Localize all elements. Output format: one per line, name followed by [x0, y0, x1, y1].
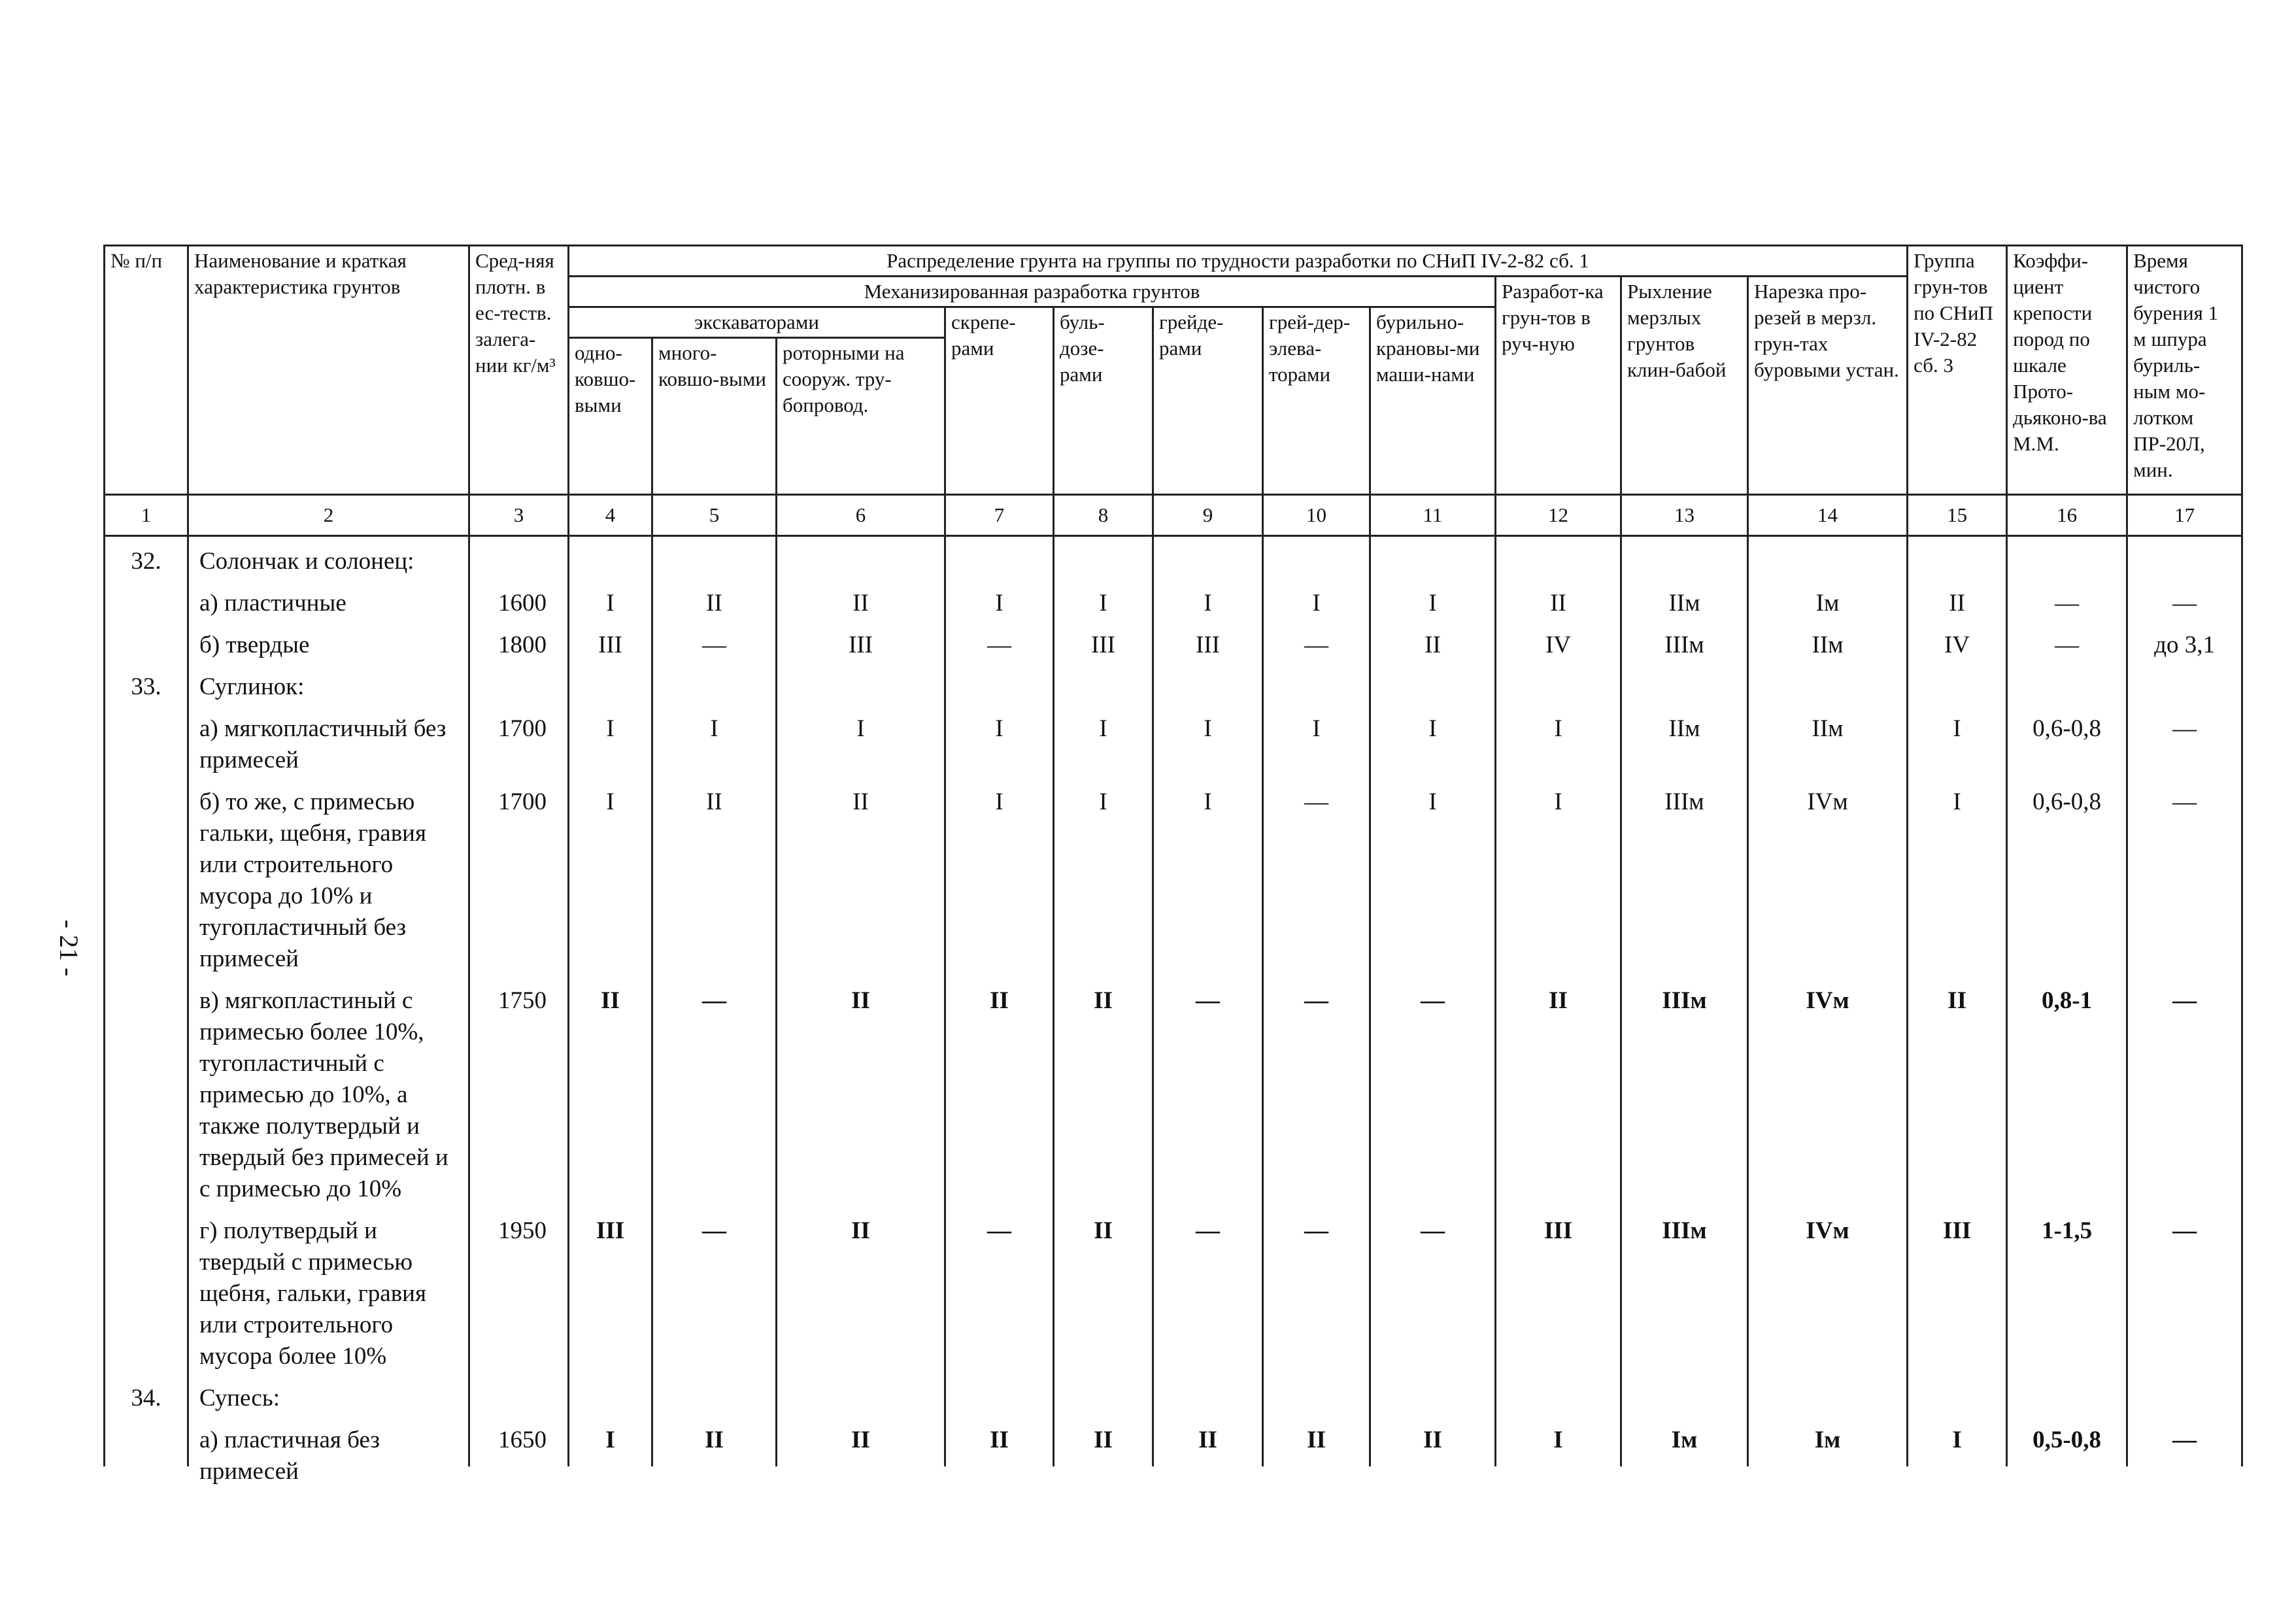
column-number: 6 [777, 495, 945, 536]
cell-value: III [1153, 623, 1263, 665]
header-graders: грейде-рами [1153, 307, 1263, 495]
cell-value: IIIм [1621, 780, 1748, 979]
cell-value: — [2127, 780, 2242, 979]
cell-value: Iм [1748, 581, 1908, 623]
cell-value [2007, 665, 2127, 707]
cell-value [1054, 1376, 1153, 1418]
cell-value: — [1370, 979, 1496, 1209]
cell-value: I [1370, 780, 1496, 979]
soil-name: а) мягкопластичный без примесей [188, 707, 469, 780]
column-number: 7 [945, 495, 1054, 536]
cell-value: III [1054, 623, 1153, 665]
cell-value: — [2007, 581, 2127, 623]
cell-value [1263, 665, 1370, 707]
cell-value: — [1263, 1209, 1370, 1376]
cell-value: II [777, 581, 945, 623]
row-number [105, 581, 188, 623]
table-row [105, 707, 2242, 780]
table-body [105, 536, 2242, 1485]
column-number: 12 [1496, 495, 1621, 536]
header-multi-bucket: много-ковшо-выми [652, 338, 777, 495]
density-value: 1800 [469, 623, 569, 665]
cell-value [1496, 1376, 1621, 1418]
row-number [105, 1418, 188, 1466]
density-value: 1700 [469, 707, 569, 780]
cell-value: III [569, 1209, 652, 1376]
cell-value [945, 536, 1054, 582]
cell-value [1054, 665, 1153, 707]
cell-value: — [945, 1209, 1054, 1376]
cell-value [1153, 665, 1263, 707]
cell-value: II [777, 1209, 945, 1376]
cell-value [1370, 1376, 1496, 1418]
cell-value: — [1153, 1209, 1263, 1376]
table-row [105, 665, 2242, 707]
cell-value: I [1908, 780, 2007, 979]
cell-value: I [1496, 780, 1621, 979]
cell-value: II [1370, 623, 1496, 665]
cell-value [2127, 665, 2242, 707]
cell-value: I [1263, 707, 1370, 780]
cell-value [1621, 1376, 1748, 1418]
cell-value: II [777, 1418, 945, 1466]
cell-value: II [777, 780, 945, 979]
cell-value [1621, 665, 1748, 707]
header-frozen-cutting: Нарезка про-резей в мерзл. грун-тах буровыми устан. [1748, 277, 1908, 495]
cell-value [1748, 1376, 1908, 1418]
cell-value [1263, 536, 1370, 582]
density-value [469, 536, 569, 582]
density-value: 1950 [469, 1209, 569, 1376]
cell-value: I [1908, 1418, 2007, 1466]
header-single-bucket: одно-ковшо-выми [569, 338, 652, 495]
cell-value: I [1908, 707, 2007, 780]
table-row [105, 979, 2242, 1209]
header-mechanized: Механизированная разработка грунтов [569, 277, 1496, 307]
cell-value: 0,5-0,8 [2007, 1418, 2127, 1466]
cell-value: II [1908, 979, 2007, 1209]
soil-name [188, 1418, 469, 1485]
cell-value: — [1370, 1209, 1496, 1376]
cell-value: II [945, 1418, 1054, 1466]
column-number-row [105, 495, 2242, 536]
cell-value: II [652, 780, 777, 979]
cell-value: — [1263, 623, 1370, 665]
header-name: Наименование и краткая характеристика грунтов [188, 246, 469, 495]
header-scrapers: скрепе-рами [945, 307, 1054, 495]
header-manual: Разработ-ка грун-тов в руч-ную [1496, 277, 1621, 495]
column-number: 13 [1621, 495, 1748, 536]
cell-value: IIм [1748, 623, 1908, 665]
cell-value [1621, 536, 1748, 582]
cell-value: 0,8-1 [2007, 979, 2127, 1209]
cell-value: IIм [1748, 707, 1908, 780]
cell-value: I [569, 707, 652, 780]
cell-value [569, 1376, 652, 1418]
table-row [105, 1209, 2242, 1376]
soil-name: Суглинок: [188, 665, 469, 707]
cell-value: II [1908, 581, 2007, 623]
cell-value [569, 536, 652, 582]
column-number: 9 [1153, 495, 1263, 536]
cell-value: Iм [1748, 1418, 1908, 1466]
cell-value [1908, 665, 2007, 707]
cell-value: III [569, 623, 652, 665]
header-drill-time: Время чистого бурения 1 м шпура буриль-ным мо-лотком ПР-20Л, мин. [2127, 246, 2242, 495]
header-no: № п/п [105, 246, 188, 495]
column-number: 8 [1054, 495, 1153, 536]
cell-value [945, 665, 1054, 707]
row-number: 34. [105, 1376, 188, 1418]
header-density: Сред-няя плотн. в ес-теств. залега-нии кг/м³ [469, 246, 569, 495]
cell-value: IVм [1748, 1209, 1908, 1376]
cell-value: — [652, 623, 777, 665]
cell-value [1370, 665, 1496, 707]
cell-value: II [1153, 1418, 1263, 1466]
row-number: 32. [105, 536, 188, 582]
density-value [469, 665, 569, 707]
cell-value: I [945, 707, 1054, 780]
cell-value: IVм [1748, 979, 1908, 1209]
density-value: 1700 [469, 780, 569, 979]
header-snip-group: Группа грун-тов по СНиП IV-2-82 сб. 3 [1908, 246, 2007, 495]
column-number: 3 [469, 495, 569, 536]
header-excavators: экскаваторами [569, 307, 945, 338]
cell-value: I [945, 780, 1054, 979]
cell-value: — [2127, 581, 2242, 623]
cell-value: II [1263, 1418, 1370, 1466]
density-value: 1600 [469, 581, 569, 623]
density-value: 1650 [469, 1418, 569, 1466]
cell-value: II [652, 1418, 777, 1466]
cell-value: Iм [1621, 1418, 1748, 1466]
cell-value: II [569, 979, 652, 1209]
soil-name: Солончак и солонец: [188, 536, 469, 582]
cell-value: I [1153, 780, 1263, 979]
cell-value: IV [1908, 623, 2007, 665]
cell-value: II [1054, 1418, 1153, 1466]
column-number: 2 [188, 495, 469, 536]
cell-value [652, 1376, 777, 1418]
cell-value: — [2127, 707, 2242, 780]
cell-value: — [1263, 780, 1370, 979]
soil-name-text: а) пластичная без примесей [199, 1427, 380, 1485]
cell-value: II [652, 581, 777, 623]
cell-value [1748, 665, 1908, 707]
cell-value: IIIм [1621, 623, 1748, 665]
cell-value: II [1054, 1209, 1153, 1376]
soil-name: б) то же, с примесью гальки, щебня, гравия или строительного мусора до 10% и тугопластичный без примесей [188, 780, 469, 979]
table-row [105, 1418, 2242, 1466]
cell-value [1153, 1376, 1263, 1418]
cell-value [1908, 1376, 2007, 1418]
row-number [105, 707, 188, 780]
cell-value: — [2127, 1418, 2242, 1466]
page-number: - 21 - [54, 919, 84, 977]
cell-value: I [1496, 707, 1621, 780]
column-number: 1 [105, 495, 188, 536]
table-row [105, 581, 2242, 623]
table-header [105, 246, 2242, 536]
soil-name: Супесь: [188, 1376, 469, 1418]
cell-value: — [1263, 979, 1370, 1209]
cell-value: I [1153, 707, 1263, 780]
cell-value: I [569, 1418, 652, 1466]
cell-value: 0,6-0,8 [2007, 707, 2127, 780]
cell-value: — [652, 1209, 777, 1376]
cell-value: I [569, 780, 652, 979]
cell-value: — [2127, 979, 2242, 1209]
column-number: 10 [1263, 495, 1370, 536]
cell-value [652, 536, 777, 582]
cell-value: I [1263, 581, 1370, 623]
cell-value: 0,6-0,8 [2007, 780, 2127, 979]
cell-value: I [652, 707, 777, 780]
cell-value: III [1908, 1209, 2007, 1376]
cell-value: II [945, 979, 1054, 1209]
cell-value: I [1370, 581, 1496, 623]
cell-value: — [652, 979, 777, 1209]
cell-value: I [777, 707, 945, 780]
cell-value: IIIм [1621, 1209, 1748, 1376]
cell-value [569, 665, 652, 707]
header-distribution: Распределение грунта на группы по трудности разработки по СНиП IV-2-82 сб. 1 [569, 246, 1908, 277]
cell-value: — [2127, 1209, 2242, 1376]
cell-value: IIIм [1621, 979, 1748, 1209]
cell-value [1496, 665, 1621, 707]
cell-value [652, 665, 777, 707]
cell-value [777, 665, 945, 707]
soil-name: а) пластичные [188, 581, 469, 623]
soil-name: г) полутвердый и твердый с примесью щебня, гальки, гравия или строительного мусора более 10% [188, 1209, 469, 1376]
cell-value [1496, 536, 1621, 582]
cell-value: IIм [1621, 707, 1748, 780]
soil-name: в) мягкопластиный с примесью более 10%, тугопластичный с примесью до 10%, а также полутвердый и твердый без примесей и с примесью до 10% [188, 979, 469, 1209]
cell-value: III [777, 623, 945, 665]
row-number [105, 979, 188, 1209]
cell-value: IVм [1748, 780, 1908, 979]
cell-value: до 3,1 [2127, 623, 2242, 665]
cell-value [1748, 536, 1908, 582]
cell-value [2127, 1376, 2242, 1418]
cell-value [2007, 1376, 2127, 1418]
cell-value [1153, 536, 1263, 582]
cell-value: II [1496, 979, 1621, 1209]
density-value [469, 1376, 569, 1418]
table-row [105, 1376, 2242, 1418]
cell-value: I [1054, 780, 1153, 979]
column-number: 15 [1908, 495, 2007, 536]
cell-value: I [1054, 707, 1153, 780]
cell-value: I [1153, 581, 1263, 623]
cell-value [2007, 536, 2127, 582]
cell-value: I [569, 581, 652, 623]
header-frozen-loosening: Рыхление мерзлых грунтов клин-бабой [1621, 277, 1748, 495]
header-coefficient: Коэффи-циент крепости пород по шкале Прото-дьяконо-ва М.М. [2007, 246, 2127, 495]
cell-value: — [2007, 623, 2127, 665]
cell-value [1054, 536, 1153, 582]
cell-value: IIм [1621, 581, 1748, 623]
cell-value: I [1370, 707, 1496, 780]
density-value: 1750 [469, 979, 569, 1209]
cell-value: — [945, 623, 1054, 665]
row-number [105, 1209, 188, 1376]
column-number: 14 [1748, 495, 1908, 536]
cell-value: — [1153, 979, 1263, 1209]
cell-value: II [1370, 1418, 1496, 1466]
column-number: 11 [1370, 495, 1496, 536]
column-number: 5 [652, 495, 777, 536]
table-row [105, 536, 2242, 582]
row-number: 33. [105, 665, 188, 707]
cell-value: II [777, 979, 945, 1209]
cell-value [1370, 536, 1496, 582]
column-number: 16 [2007, 495, 2127, 536]
cell-value: 1-1,5 [2007, 1209, 2127, 1376]
table-row [105, 623, 2242, 665]
soil-classification-table [103, 245, 2243, 1485]
header-bulldozers: буль-дозе-рами [1054, 307, 1153, 495]
row-number [105, 623, 188, 665]
cell-value: I [1496, 1418, 1621, 1466]
cell-value [777, 536, 945, 582]
column-number: 17 [2127, 495, 2242, 536]
cell-value [777, 1376, 945, 1418]
cell-value: II [1054, 979, 1153, 1209]
column-number: 4 [569, 495, 652, 536]
cell-value: I [1054, 581, 1153, 623]
cell-value [1263, 1376, 1370, 1418]
cell-value: IV [1496, 623, 1621, 665]
cell-value: I [945, 581, 1054, 623]
cell-value [945, 1376, 1054, 1418]
cell-value: III [1496, 1209, 1621, 1376]
header-grader-elevators: грей-дер-элева-торами [1263, 307, 1370, 495]
header-drill-crane: бурильно-крановы-ми маши-нами [1370, 307, 1496, 495]
header-rotor: роторными на сооруж. тру-бопровод. [777, 338, 945, 495]
soil-name: б) твердые [188, 623, 469, 665]
cell-value: II [1496, 581, 1621, 623]
cell-value [2127, 536, 2242, 582]
table-row [105, 780, 2242, 979]
cell-value [1908, 536, 2007, 582]
row-number [105, 780, 188, 979]
